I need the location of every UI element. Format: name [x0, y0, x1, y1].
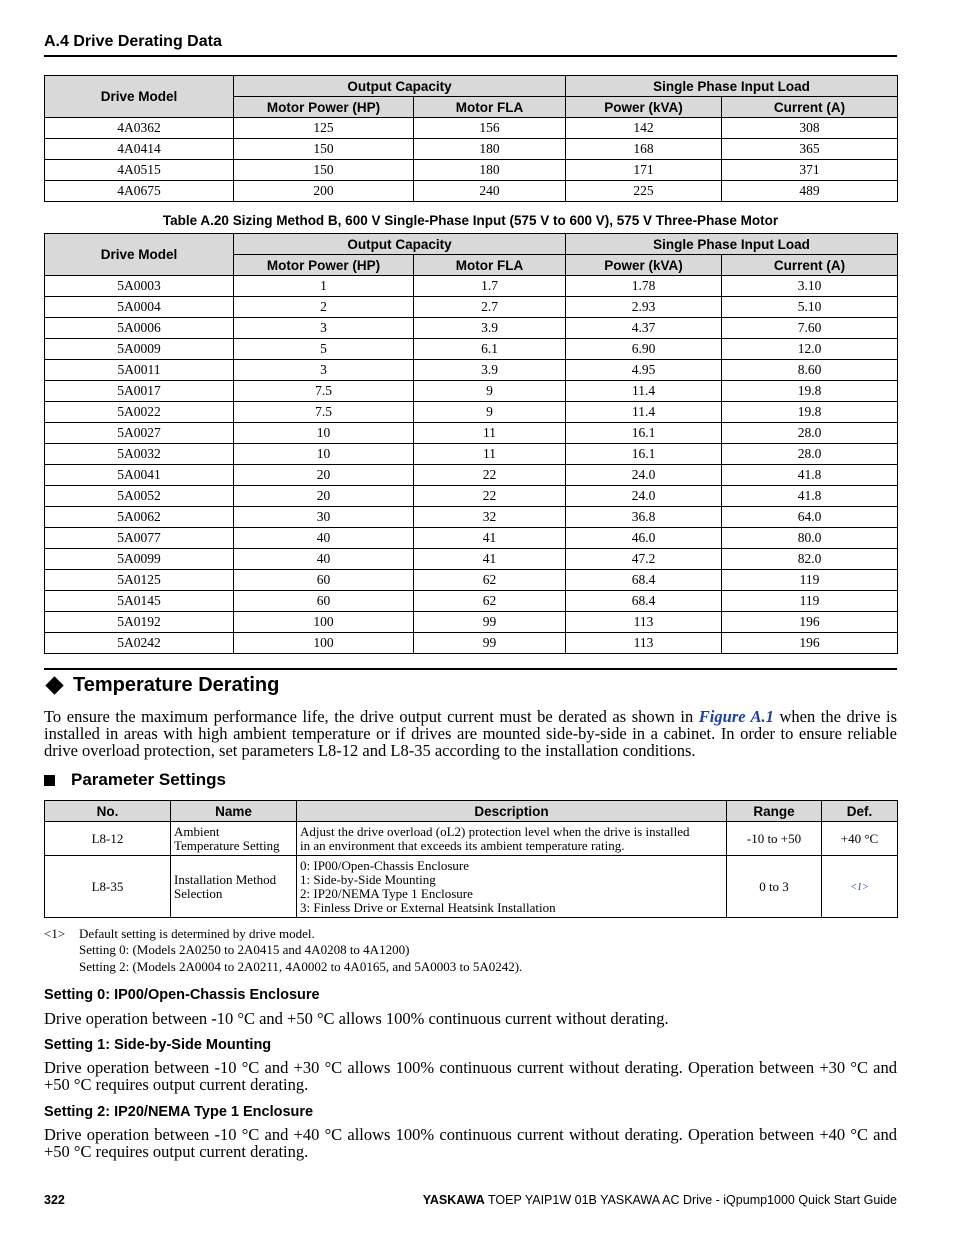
- power-kva-cell: 46.0: [566, 528, 722, 549]
- temperature-text-after: when the drive is installed in areas with high ambient temperature or if drives are mounted side-by-side in a cabinet. In order to ensure reliable drive overload protection, set parameters L8-12 and L8-35 according to the installation conditions.: [44, 707, 898, 760]
- param-range: -10 to +50: [727, 822, 822, 856]
- current-cell: 19.8: [722, 381, 898, 402]
- drive-model-cell: 4A0675: [45, 181, 234, 202]
- table-row: [45, 570, 898, 591]
- drive-model-cell: 4A0362: [45, 118, 234, 139]
- power-kva-cell: 4.37: [566, 318, 722, 339]
- power-kva-cell: 113: [566, 633, 722, 654]
- drive-model-cell: 5A0009: [45, 339, 234, 360]
- power-kva-cell: 16.1: [566, 444, 722, 465]
- footer-doc-title: TOEP YAIP1W 01B YASKAWA AC Drive - iQpump1000 Quick Start Guide: [484, 1193, 897, 1207]
- current-cell: 196: [722, 633, 898, 654]
- motor-power-cell: 5: [234, 339, 414, 360]
- current-cell: 41.8: [722, 465, 898, 486]
- header-no: No.: [45, 801, 171, 822]
- footnote-line-2: Setting 0: (Models 2A0250 to 2A0415 and 4A0208 to 4A1200): [79, 942, 410, 957]
- motor-power-cell: 3: [234, 360, 414, 381]
- current-cell: 119: [722, 570, 898, 591]
- table-row: [45, 856, 898, 918]
- power-kva-cell: 4.95: [566, 360, 722, 381]
- current-cell: 19.8: [722, 402, 898, 423]
- current-cell: 80.0: [722, 528, 898, 549]
- param-default[interactable]: [822, 856, 898, 918]
- drive-model-cell: 5A0017: [45, 381, 234, 402]
- setting-1-text: Drive operation between -10 °C and +30 °C allows 100% continuous current without derating. Operation between +30 °C and +50 °C requires output current derating.: [44, 1058, 897, 1094]
- motor-power-cell: 100: [234, 612, 414, 633]
- motor-power-cell: 60: [234, 591, 414, 612]
- table-row: [45, 381, 898, 402]
- table-row: [45, 402, 898, 423]
- setting-1-title: Setting 1: Side-by-Side Mounting: [44, 1037, 272, 1053]
- table-row: [45, 318, 898, 339]
- table-row: [45, 139, 898, 160]
- parameter-settings-heading-text: Parameter Settings: [71, 770, 226, 789]
- setting-0-text: Drive operation between -10 °C and +50 °C allows 100% continuous current without derating.: [44, 1009, 669, 1028]
- section-rule: [44, 55, 897, 57]
- current-cell: 371: [722, 160, 898, 181]
- footnote-ref-link[interactable]: <1>: [850, 881, 869, 893]
- drive-model-cell: 5A0032: [45, 444, 234, 465]
- drive-model-cell: 5A0062: [45, 507, 234, 528]
- current-cell: 119: [722, 591, 898, 612]
- motor-power-cell: 40: [234, 549, 414, 570]
- table-caption: Table A.20 Sizing Method B, 600 V Single-Phase Input (575 V to 600 V), 575 V Three-Phase Motor: [162, 213, 779, 228]
- motor-power-cell: 10: [234, 444, 414, 465]
- footer-brand: YASKAWA: [422, 1193, 485, 1207]
- diamond-bullet-icon: [45, 676, 63, 694]
- table-5a-derating: [44, 233, 898, 654]
- table-row: [45, 423, 898, 444]
- section-title: A.4 Drive Derating Data: [44, 33, 222, 50]
- setting-2-text: Drive operation between -10 °C and +40 °C allows 100% continuous current without derating. Operation between +40 °C and +50 °C requires output current derating.: [44, 1125, 897, 1161]
- drive-model-cell: 5A0145: [45, 591, 234, 612]
- table-row: [45, 591, 898, 612]
- motor-fla-cell: 62: [414, 591, 566, 612]
- current-cell: 489: [722, 181, 898, 202]
- current-cell: 41.8: [722, 486, 898, 507]
- motor-fla-cell: 1.7: [414, 276, 566, 297]
- footer-doc: [423, 1193, 897, 1207]
- motor-fla-cell: 180: [414, 160, 566, 181]
- temperature-rule: [44, 668, 897, 670]
- motor-fla-cell: 41: [414, 549, 566, 570]
- power-kva-cell: 171: [566, 160, 722, 181]
- motor-fla-cell: 2.7: [414, 297, 566, 318]
- temperature-text-before: To ensure the maximum performance life, the drive output current must be derated as shown in: [44, 707, 699, 726]
- table-row: [45, 822, 898, 856]
- motor-power-cell: 10: [234, 423, 414, 444]
- current-cell: 64.0: [722, 507, 898, 528]
- header-current-a: Current (A): [722, 97, 898, 118]
- motor-fla-cell: 99: [414, 612, 566, 633]
- motor-fla-cell: 22: [414, 486, 566, 507]
- motor-fla-cell: 180: [414, 139, 566, 160]
- header-single-phase-input: Single Phase Input Load: [566, 76, 898, 97]
- table-row: [45, 465, 898, 486]
- power-kva-cell: 24.0: [566, 486, 722, 507]
- motor-power-cell: 150: [234, 139, 414, 160]
- table-row: [45, 118, 898, 139]
- drive-model-cell: 5A0041: [45, 465, 234, 486]
- power-kva-cell: 16.1: [566, 423, 722, 444]
- param-description: 0: IP00/Open-Chassis Enclosure 1: Side-by-Side Mounting 2: IP20/NEMA Type 1 Enclosure 3: Finless Drive or External Heatsink Installation: [297, 856, 727, 918]
- table-row: [45, 160, 898, 181]
- table-row: [45, 486, 898, 507]
- header-output-capacity: Output Capacity: [234, 76, 566, 97]
- motor-power-cell: 2: [234, 297, 414, 318]
- current-cell: 5.10: [722, 297, 898, 318]
- drive-model-cell: 5A0027: [45, 423, 234, 444]
- current-cell: 3.10: [722, 276, 898, 297]
- drive-model-cell: 5A0077: [45, 528, 234, 549]
- temperature-heading-text: Temperature Derating: [73, 674, 280, 696]
- table-row: [45, 297, 898, 318]
- power-kva-cell: 11.4: [566, 402, 722, 423]
- motor-power-cell: 60: [234, 570, 414, 591]
- header-motor-power: Motor Power (HP): [234, 255, 414, 276]
- header-motor-fla: Motor FLA: [414, 255, 566, 276]
- power-kva-cell: 36.8: [566, 507, 722, 528]
- motor-fla-cell: 156: [414, 118, 566, 139]
- param-name: Installation Method Selection: [171, 856, 297, 918]
- header-power-kva: Power (kVA): [566, 97, 722, 118]
- drive-model-cell: 5A0006: [45, 318, 234, 339]
- setting-2-title: Setting 2: IP20/NEMA Type 1 Enclosure: [44, 1104, 314, 1120]
- footnote-line-3: Setting 2: (Models 2A0004 to 2A0211, 4A0002 to 4A0165, and 5A0003 to 5A0242).: [79, 959, 523, 974]
- table-row: [45, 612, 898, 633]
- motor-fla-cell: 3.9: [414, 360, 566, 381]
- motor-fla-cell: 11: [414, 423, 566, 444]
- current-cell: 82.0: [722, 549, 898, 570]
- parameter-settings-heading: [44, 770, 226, 790]
- motor-power-cell: 7.5: [234, 402, 414, 423]
- figure-a1-link[interactable]: Figure A.1: [698, 707, 774, 726]
- motor-power-cell: 200: [234, 181, 414, 202]
- motor-fla-cell: 11: [414, 444, 566, 465]
- table-row: [45, 276, 898, 297]
- motor-power-cell: 20: [234, 465, 414, 486]
- table-row: [45, 633, 898, 654]
- setting-0-title: Setting 0: IP00/Open-Chassis Enclosure: [44, 987, 320, 1003]
- table-row: [45, 507, 898, 528]
- motor-power-cell: 20: [234, 486, 414, 507]
- current-cell: 7.60: [722, 318, 898, 339]
- power-kva-cell: 11.4: [566, 381, 722, 402]
- current-cell: 365: [722, 139, 898, 160]
- power-kva-cell: 225: [566, 181, 722, 202]
- motor-fla-cell: 3.9: [414, 318, 566, 339]
- motor-power-cell: 3: [234, 318, 414, 339]
- header-motor-power: Motor Power (HP): [234, 97, 414, 118]
- temperature-paragraph: [44, 708, 897, 759]
- power-kva-cell: 24.0: [566, 465, 722, 486]
- header-range: Range: [727, 801, 822, 822]
- square-bullet-icon: [44, 775, 55, 786]
- power-kva-cell: 6.90: [566, 339, 722, 360]
- motor-power-cell: 40: [234, 528, 414, 549]
- power-kva-cell: 68.4: [566, 591, 722, 612]
- power-kva-cell: 113: [566, 612, 722, 633]
- header-single-phase-input: Single Phase Input Load: [566, 234, 898, 255]
- motor-fla-cell: 9: [414, 381, 566, 402]
- param-description: Adjust the drive overload (oL2) protection level when the drive is installed in an environment that exceeds its ambient temperature rating.: [297, 822, 727, 856]
- motor-power-cell: 1: [234, 276, 414, 297]
- header-description: Description: [297, 801, 727, 822]
- drive-model-cell: 4A0414: [45, 139, 234, 160]
- power-kva-cell: 47.2: [566, 549, 722, 570]
- header-def: Def.: [822, 801, 898, 822]
- power-kva-cell: 168: [566, 139, 722, 160]
- motor-fla-cell: 99: [414, 633, 566, 654]
- table-row: [45, 339, 898, 360]
- power-kva-cell: 2.93: [566, 297, 722, 318]
- motor-fla-cell: 62: [414, 570, 566, 591]
- motor-fla-cell: 41: [414, 528, 566, 549]
- table-row: [45, 528, 898, 549]
- motor-fla-cell: 22: [414, 465, 566, 486]
- drive-model-cell: 5A0099: [45, 549, 234, 570]
- footnote-marker: <1>: [44, 926, 66, 941]
- param-no: L8-35: [45, 856, 171, 918]
- motor-fla-cell: 6.1: [414, 339, 566, 360]
- header-motor-fla: Motor FLA: [414, 97, 566, 118]
- motor-fla-cell: 9: [414, 402, 566, 423]
- header-output-capacity: Output Capacity: [234, 234, 566, 255]
- header-drive-model: Drive Model: [45, 234, 234, 276]
- header-current-a: Current (A): [722, 255, 898, 276]
- drive-model-cell: 5A0242: [45, 633, 234, 654]
- param-no: L8-12: [45, 822, 171, 856]
- param-range: 0 to 3: [727, 856, 822, 918]
- power-kva-cell: 68.4: [566, 570, 722, 591]
- param-name: Ambient Temperature Setting: [171, 822, 297, 856]
- drive-model-cell: 5A0004: [45, 297, 234, 318]
- drive-model-cell: 5A0003: [45, 276, 234, 297]
- drive-model-cell: 5A0192: [45, 612, 234, 633]
- motor-power-cell: 150: [234, 160, 414, 181]
- temperature-heading: [44, 674, 279, 697]
- current-cell: 8.60: [722, 360, 898, 381]
- current-cell: 308: [722, 118, 898, 139]
- table-row: [45, 181, 898, 202]
- param-default: +40 °C: [822, 822, 898, 856]
- motor-power-cell: 30: [234, 507, 414, 528]
- drive-model-cell: 5A0052: [45, 486, 234, 507]
- drive-model-cell: 5A0022: [45, 402, 234, 423]
- drive-model-cell: 5A0011: [45, 360, 234, 381]
- motor-fla-cell: 32: [414, 507, 566, 528]
- drive-model-cell: 5A0125: [45, 570, 234, 591]
- motor-power-cell: 7.5: [234, 381, 414, 402]
- footnote-line-1: Default setting is determined by drive model.: [79, 926, 315, 941]
- header-drive-model: Drive Model: [45, 76, 234, 118]
- parameter-table: [44, 800, 898, 918]
- motor-power-cell: 100: [234, 633, 414, 654]
- table-row: [45, 444, 898, 465]
- header-name: Name: [171, 801, 297, 822]
- page-number: 322: [44, 1193, 65, 1207]
- table-4a-derating: [44, 75, 898, 202]
- current-cell: 28.0: [722, 444, 898, 465]
- current-cell: 28.0: [722, 423, 898, 444]
- table-row: [45, 360, 898, 381]
- drive-model-cell: 4A0515: [45, 160, 234, 181]
- motor-fla-cell: 240: [414, 181, 566, 202]
- current-cell: 196: [722, 612, 898, 633]
- header-power-kva: Power (kVA): [566, 255, 722, 276]
- power-kva-cell: 142: [566, 118, 722, 139]
- current-cell: 12.0: [722, 339, 898, 360]
- power-kva-cell: 1.78: [566, 276, 722, 297]
- motor-power-cell: 125: [234, 118, 414, 139]
- table-row: [45, 549, 898, 570]
